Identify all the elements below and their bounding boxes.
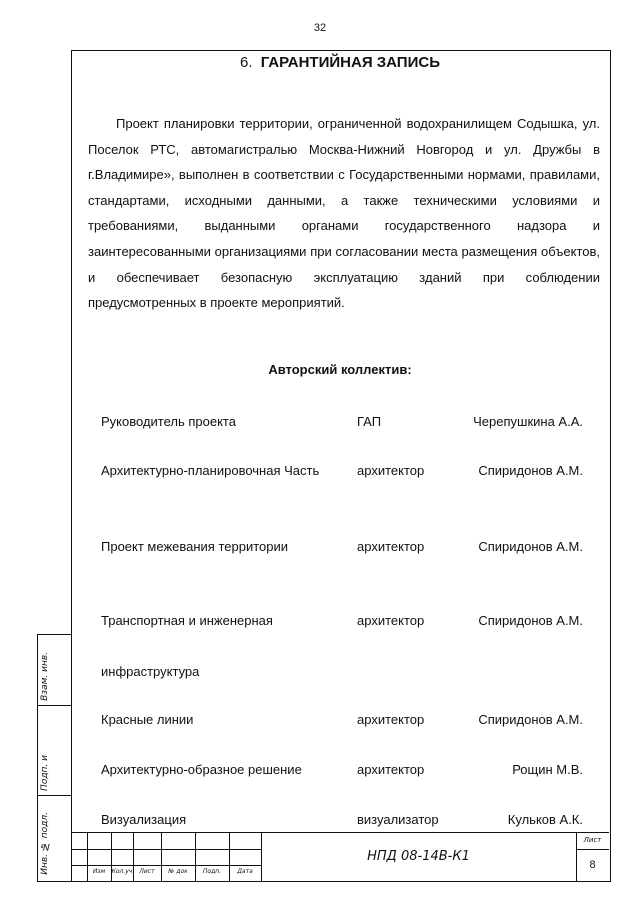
page-number: 32	[313, 22, 327, 34]
side-stamp-inv-cell	[38, 795, 72, 879]
document-code: НПД 08-14В-К1	[367, 849, 470, 864]
title-block-label: Дата	[237, 868, 253, 875]
author-name: Спиридонов А.М.	[478, 463, 583, 478]
author-name: Спиридонов А.М.	[478, 539, 583, 554]
section-number: 6.	[240, 54, 253, 71]
author-name: Кульков А.К.	[507, 812, 583, 827]
title-block-label: Лист	[139, 868, 155, 875]
side-stamp-podp-cell	[38, 705, 72, 796]
title-block-label: Изм	[92, 868, 106, 875]
side-stamp-vzam-label: Взам. инв.	[40, 652, 50, 701]
author-role: визуализатор	[357, 812, 439, 827]
title-block	[71, 832, 609, 881]
author-name: Спиридонов А.М.	[478, 712, 583, 727]
side-stamp-inv-label: Инв. № подл.	[40, 812, 50, 875]
author-task: Транспортная и инженерная	[101, 613, 273, 628]
author-task: Визуализация	[101, 812, 187, 827]
author-task: Архитектурно-планировочная Часть	[101, 463, 320, 478]
author-task: Руководитель проекта	[101, 414, 236, 429]
title-block-label: Подп.	[202, 868, 222, 875]
author-name: Черепушкина А.А.	[473, 414, 583, 429]
author-role: ГАП	[357, 414, 382, 429]
side-stamp-vzam-cell	[38, 635, 72, 706]
title-block-rule	[71, 865, 261, 866]
author-task: Архитектурно-образное решение	[101, 762, 302, 777]
author-name: Спиридонов А.М.	[478, 613, 583, 628]
title-block-rule	[71, 849, 261, 850]
sheet-label: Лист	[583, 836, 602, 844]
side-stamp-podp-label: Подп. и	[40, 755, 50, 791]
title-block-label: Кол.уч	[111, 868, 133, 875]
authors-title: Авторский коллектив:	[268, 362, 412, 377]
guarantee-paragraph: Проект планировки территории, ограниченной водохранилищем Содышка, ул. Поселок РТС, автомагистралью Москва-Нижний Новгород и ул. Дружбы в г.Владимире», выполнен в соответствии с Государственными нормами, правилами, стандартами, исходными данными, а также техническими условиями и требованиями, выданными органами государственного надзора и заинтересованными организациями при согласовании места размещения объектов, и обеспечивает безопасную эксплуатацию зданий при соблюдении предусмотренных в проекте мероприятий.	[88, 116, 600, 311]
title-block-label: № док	[168, 868, 188, 875]
section-title	[71, 54, 609, 71]
author-name: Рощин М.В.	[512, 762, 583, 777]
author-role: архитектор	[357, 539, 425, 554]
author-role: архитектор	[357, 463, 425, 478]
author-task: Красные линии	[101, 712, 194, 727]
sheet-number: 8	[589, 859, 596, 871]
title-block-rule	[576, 849, 609, 850]
author-task: инфраструктура	[101, 664, 200, 679]
side-stamp	[37, 634, 72, 882]
author-role: архитектор	[357, 712, 425, 727]
author-task: Проект межевания территории	[101, 539, 289, 554]
author-role: архитектор	[357, 613, 425, 628]
author-role: архитектор	[357, 762, 425, 777]
section-title-text: ГАРАНТИЙНАЯ ЗАПИСЬ	[260, 54, 440, 71]
